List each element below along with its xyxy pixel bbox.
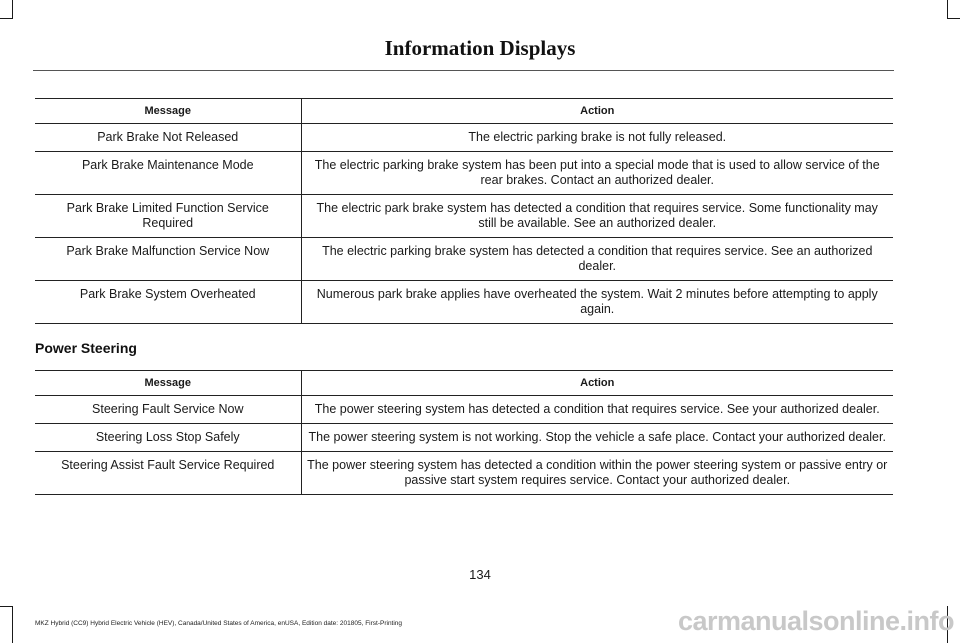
action-cell: The electric park brake system has detected a condition that requires service. Some functionality may still be available. See an authorized dealer. [301, 195, 893, 238]
table-row [35, 124, 893, 152]
title-divider [33, 70, 894, 71]
column-header-action: Action [301, 99, 893, 124]
action-cell: The power steering system has detected a condition within the power steering system or passive entry or passive start system requires service. Contact your authorized dealer. [301, 452, 893, 495]
crop-mark-top-right-horizontal [947, 18, 960, 19]
crop-mark-top-right-vertical [947, 0, 948, 18]
column-header-action: Action [301, 371, 893, 396]
column-header-message: Message [35, 371, 301, 396]
message-cell: Steering Fault Service Now [35, 396, 301, 424]
watermark: carmanualsonline.info [677, 606, 954, 636]
table-row [35, 424, 893, 452]
message-cell: Steering Loss Stop Safely [35, 424, 301, 452]
action-cell: The electric parking brake is not fully released. [301, 124, 893, 152]
table-row [35, 238, 893, 281]
table-row [35, 195, 893, 238]
action-cell: The electric parking brake system has been put into a special mode that is used to allow service of the rear brakes. Contact an authorized dealer. [301, 152, 893, 195]
message-cell: Park Brake Malfunction Service Now [35, 238, 301, 281]
table-header-row [35, 99, 893, 124]
message-cell: Park Brake Limited Function Service Required [35, 195, 301, 238]
column-header-message: Message [35, 99, 301, 124]
action-cell: The electric parking brake system has detected a condition that requires service. See an authorized dealer. [301, 238, 893, 281]
crop-mark-top-left-horizontal [0, 18, 13, 19]
message-cell: Steering Assist Fault Service Required [35, 452, 301, 495]
park-brake-message-table [35, 98, 893, 324]
message-cell: Park Brake System Overheated [35, 281, 301, 324]
action-cell: The power steering system is not working. Stop the vehicle a safe place. Contact your authorized dealer. [301, 424, 893, 452]
crop-mark-bottom-left-vertical [12, 606, 13, 643]
table-row [35, 281, 893, 324]
table-row [35, 152, 893, 195]
table-row [35, 396, 893, 424]
section-heading-power-steering: Power Steering [35, 340, 137, 356]
power-steering-message-table [35, 370, 893, 495]
table-header-row [35, 371, 893, 396]
message-cell: Park Brake Not Released [35, 124, 301, 152]
page-number: 134 [469, 567, 491, 582]
table-row [35, 452, 893, 495]
action-cell: Numerous park brake applies have overheated the system. Wait 2 minutes before attempting to apply again. [301, 281, 893, 324]
message-cell: Park Brake Maintenance Mode [35, 152, 301, 195]
edition-footer-text: MKZ Hybrid (CC9) Hybrid Electric Vehicle (HEV), Canada/United States of America, enUSA, Edition date: 201805, First-Printing [35, 620, 403, 627]
crop-mark-bottom-left-horizontal [0, 606, 13, 607]
action-cell: The power steering system has detected a condition that requires service. See your authorized dealer. [301, 396, 893, 424]
page-title: Information Displays [384, 36, 576, 60]
crop-mark-top-left-vertical [12, 0, 13, 18]
